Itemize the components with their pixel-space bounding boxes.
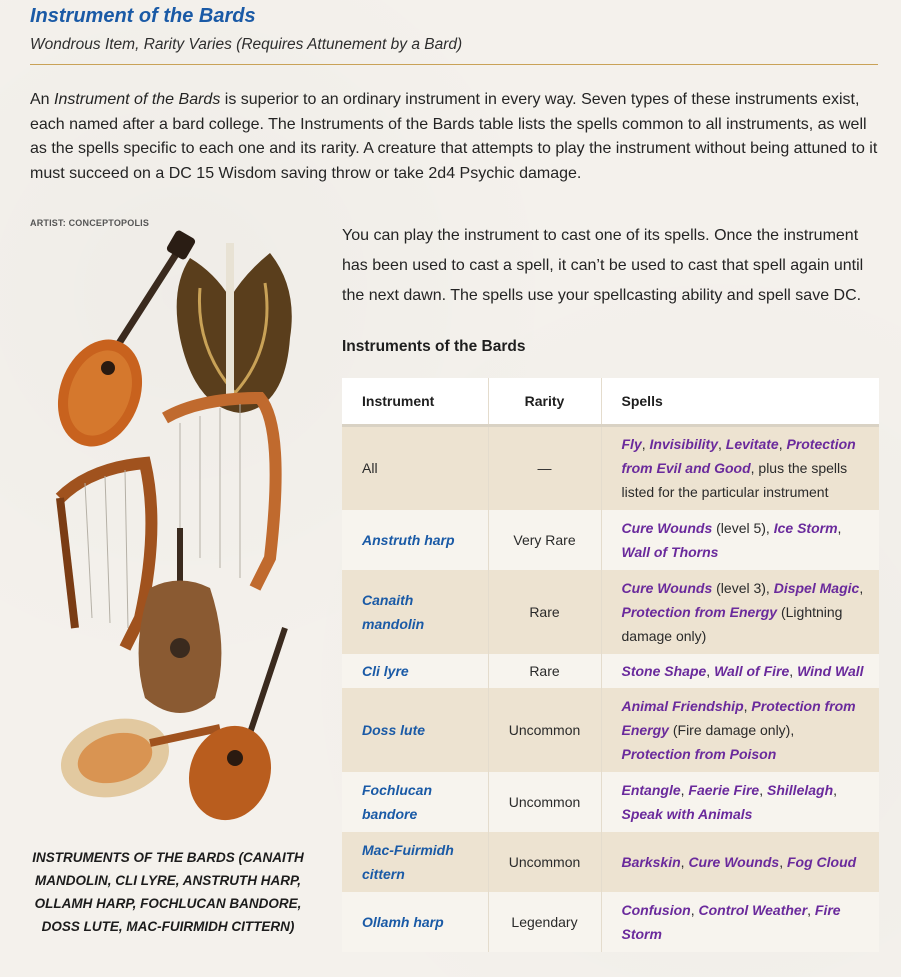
spell-link[interactable]: Dispel Magic <box>773 579 860 596</box>
rarity-cell: Uncommon <box>488 688 601 772</box>
spell-link[interactable]: Cure Wounds <box>621 579 713 596</box>
spell-note: , plus the spells listed for the particular instrument <box>621 460 848 501</box>
spell-note: , <box>789 662 798 679</box>
header-spells: Spells <box>601 378 879 426</box>
spell-link[interactable]: Stone Shape <box>621 662 707 679</box>
spell-link[interactable]: Animal Friendship <box>621 697 744 714</box>
spells-cell <box>601 426 879 510</box>
instrument-cell[interactable]: Anstruth harp <box>362 531 455 548</box>
spells-cell <box>601 832 879 892</box>
spell-link[interactable]: Ice Storm <box>773 519 838 536</box>
intro-item-name: Instrument of the Bards <box>54 91 221 108</box>
spell-note: , <box>759 781 768 798</box>
spell-link[interactable]: Protection from Poison <box>621 745 777 762</box>
spell-note: , <box>641 436 650 453</box>
header-instrument: Instrument <box>342 378 488 426</box>
table-row <box>342 892 879 952</box>
rarity-cell: Uncommon <box>488 772 601 832</box>
spell-note: (level 3), <box>712 579 774 596</box>
intro-text-rest: is superior to an ordinary instrument in every way. Seven types of these instruments exist, each named after a bard college. The Instruments of the Bards table lists the spells common to all instruments, as well as the spells specific to each one and its rarity. A creature that attempts to play the instrument without being attuned to it must succeed on a DC 15 Wisdom saving throw or take 2d4 Psychic damage. <box>30 91 878 182</box>
spell-link[interactable]: Speak with Animals <box>621 805 753 822</box>
spells-cell <box>601 688 879 772</box>
spell-link[interactable]: Barkskin <box>621 853 681 870</box>
spell-note: , <box>778 436 787 453</box>
spell-link[interactable]: Fly <box>621 436 642 453</box>
item-title: Instrument of the Bards <box>30 5 256 27</box>
header-rarity: Rarity <box>488 378 601 426</box>
spell-note: (Lightning damage only) <box>621 603 843 644</box>
table-header-row <box>342 378 879 426</box>
spell-link[interactable]: Levitate <box>725 436 779 453</box>
spell-link[interactable]: Wall of Thorns <box>621 543 719 560</box>
spell-note: (level 5), <box>712 519 774 536</box>
spell-link[interactable]: Wind Wall <box>797 662 864 679</box>
spells-cell <box>601 654 879 688</box>
rarity-cell: Legendary <box>488 892 601 952</box>
illustration-caption: INSTRUMENTS OF THE BARDS (CANAITH MANDOLIN, CLI LYRE, ANSTRUTH HARP, OLLAMH HARP, FOCHLUCAN BANDORE, DOSS LUTE, MAC-FUIRMIDH CITTERN) <box>32 850 304 934</box>
spell-link[interactable]: Entangle <box>621 781 681 798</box>
spell-link[interactable]: Cure Wounds <box>621 519 713 536</box>
mandolin-drawing <box>44 229 197 458</box>
table-row <box>342 426 879 510</box>
table-row <box>342 688 879 772</box>
intro-paragraph <box>30 88 880 186</box>
rarity-cell: Rare <box>488 570 601 654</box>
table-row <box>342 510 879 570</box>
spell-note: (Fire damage only), <box>668 721 795 738</box>
artist-credit: ARTIST: CONCEPTOPOLIS <box>30 218 150 228</box>
spell-link[interactable]: Confusion <box>621 901 691 918</box>
instrument-cell[interactable]: Canaith mandolin <box>362 591 425 632</box>
spell-link[interactable]: Cure Wounds <box>688 853 780 870</box>
spell-link[interactable]: Protection from Energy <box>621 603 778 620</box>
harp-drawing-left <box>60 463 151 648</box>
spell-note: , <box>706 662 715 679</box>
spellcasting-paragraph: You can play the instrument to cast one of its spells. Once the instrument has been used to cast a spell, it can’t be used to cast that spell again until the next dawn. The spells use your spellcasting ability and spell save DC. <box>342 227 864 304</box>
rarity-cell: Uncommon <box>488 832 601 892</box>
instrument-cell[interactable]: Cli lyre <box>362 662 409 679</box>
table-row <box>342 772 879 832</box>
spell-note: , <box>680 853 689 870</box>
instrument-cell[interactable]: Doss lute <box>362 721 426 738</box>
lyre-drawing <box>177 243 292 413</box>
spell-note: , <box>779 853 787 870</box>
table-row <box>342 654 879 688</box>
spell-note: , <box>837 519 842 536</box>
intro-text-start: An <box>30 91 55 108</box>
spell-link[interactable]: Protection from Evil and Good <box>621 436 856 477</box>
spell-link[interactable]: Shillelagh <box>767 781 834 798</box>
spell-link[interactable]: Fog Cloud <box>786 853 857 870</box>
spell-note: , <box>690 901 699 918</box>
instrument-cell: All <box>362 460 378 477</box>
spell-link[interactable]: Fire Storm <box>621 901 841 942</box>
spells-cell <box>601 510 879 570</box>
spell-link[interactable]: Protection from Energy <box>621 697 856 738</box>
spell-link[interactable]: Faerie Fire <box>688 781 760 798</box>
instrument-cell[interactable]: Ollamh harp <box>362 913 444 930</box>
spell-note: , <box>833 781 838 798</box>
item-subtitle: Wondrous Item, Rarity Varies (Requires Attunement by a Bard) <box>30 36 463 53</box>
spell-link[interactable]: Wall of Fire <box>714 662 790 679</box>
spells-cell <box>601 772 879 832</box>
spell-note: , <box>859 579 864 596</box>
rarity-cell: Very Rare <box>488 510 601 570</box>
table-row <box>342 832 879 892</box>
instrument-cell[interactable]: Fochlucan bandore <box>362 781 433 822</box>
spell-note: , <box>743 697 752 714</box>
instruments-table <box>342 378 879 952</box>
spells-cell <box>601 570 879 654</box>
table-row <box>342 570 879 654</box>
title-divider <box>30 64 878 65</box>
spell-note: , <box>680 781 689 798</box>
spell-note: , <box>807 901 815 918</box>
spell-link[interactable]: Control Weather <box>698 901 808 918</box>
rarity-cell: Rare <box>488 654 601 688</box>
spells-cell <box>601 892 879 952</box>
spell-link[interactable]: Invisibility <box>649 436 718 453</box>
instrument-cell[interactable]: Mac-Fuirmidh cittern <box>362 841 454 882</box>
rarity-cell: — <box>488 426 601 510</box>
table-title: Instruments of the Bards <box>342 338 526 355</box>
instruments-illustration <box>30 228 330 828</box>
spell-note: , <box>717 436 726 453</box>
